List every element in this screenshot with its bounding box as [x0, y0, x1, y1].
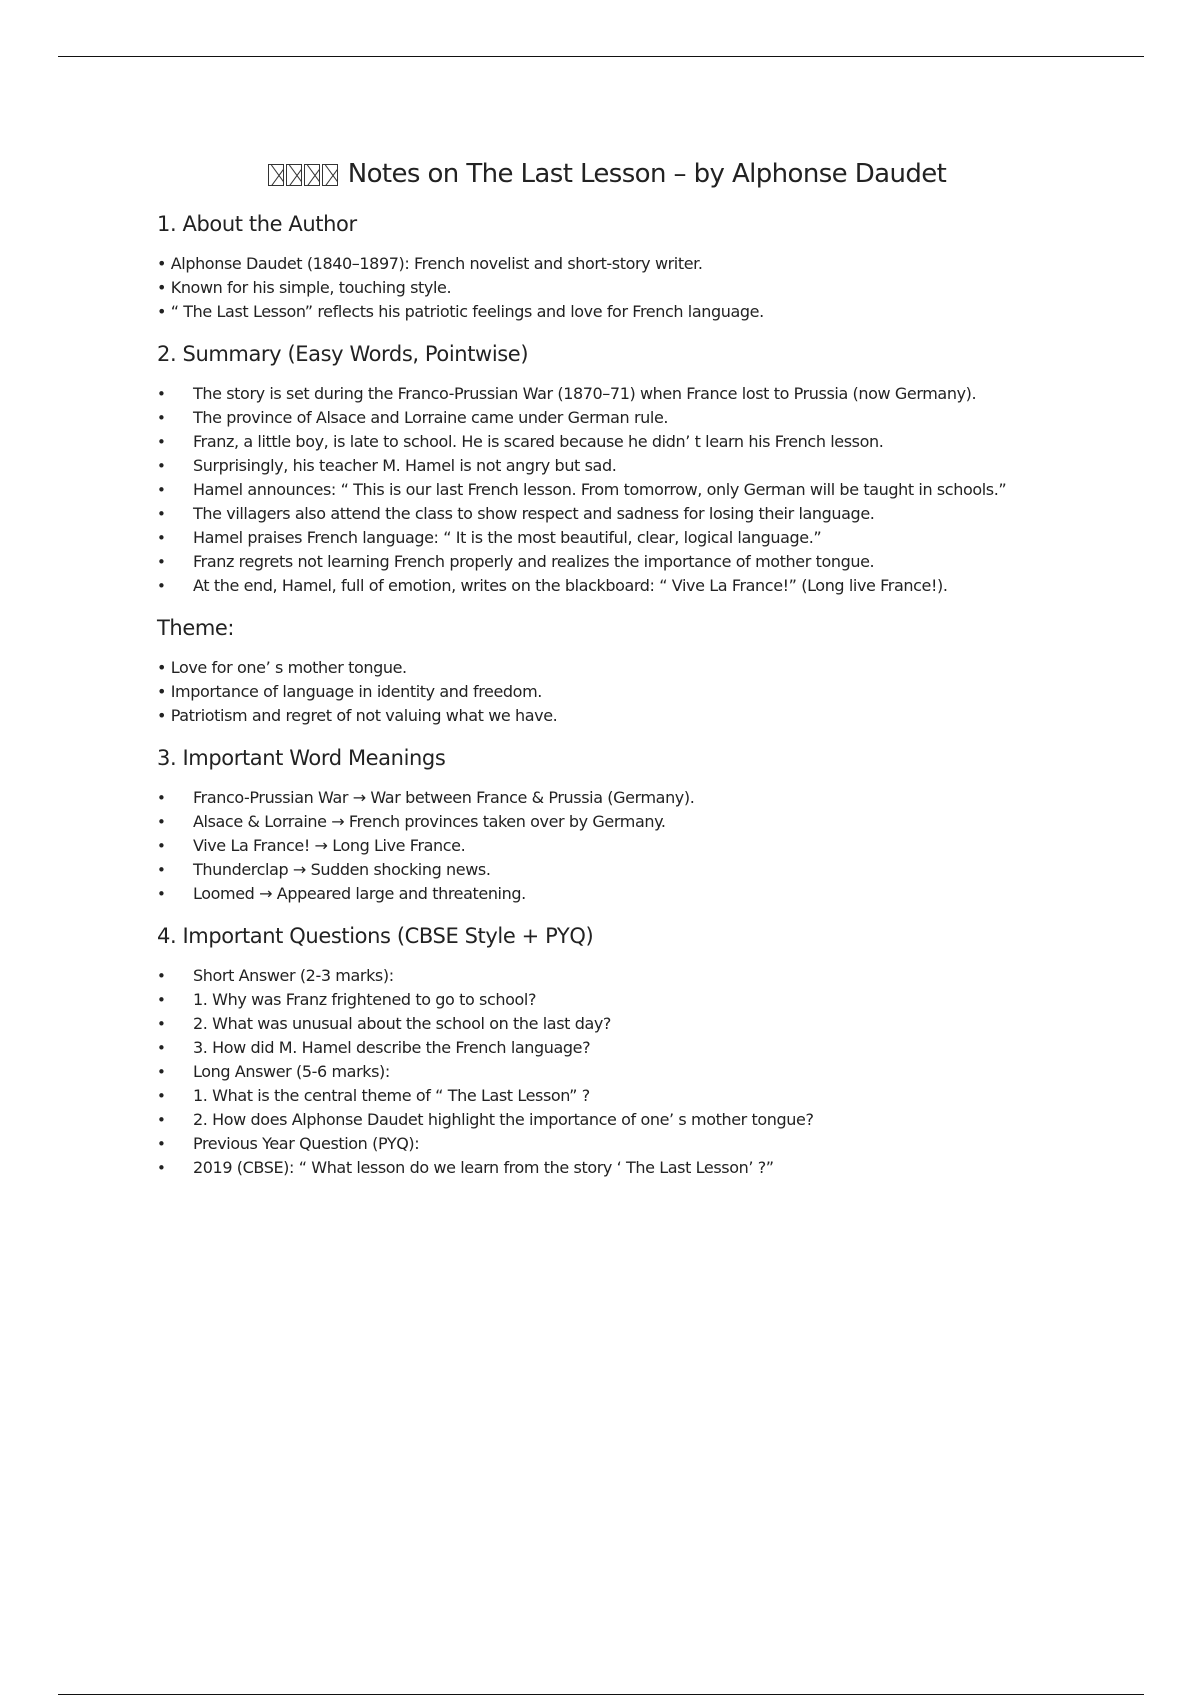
list-item: • 2019 (CBSE): “ What lesson do we learn from the story ‘ The Last Lesson’ ?” [157, 1156, 1057, 1180]
list-item: • Loomed → Appeared large and threatening. [157, 882, 1057, 906]
word-meanings-list [157, 786, 1057, 906]
missing-glyph-icons [268, 158, 340, 192]
missing-glyph-icon [322, 164, 338, 186]
list-item: • Franco-Prussian War → War between France & Prussia (Germany). [157, 786, 1057, 810]
list-item: • Known for his simple, touching style. [157, 277, 452, 297]
section-heading: Theme: [157, 615, 235, 640]
missing-glyph-icon [304, 164, 320, 186]
list-item: • Thunderclap → Sudden shocking news. [157, 858, 1057, 882]
section-heading: 4. Important Questions (CBSE Style + PYQ) [157, 923, 594, 948]
section-theme [157, 614, 1057, 728]
list-item: • Surprisingly, his teacher M. Hamel is not angry but sad. [157, 454, 1057, 478]
section-heading: 2. Summary (Easy Words, Pointwise) [157, 341, 529, 366]
list-item: • Vive La France! → Long Live France. [157, 834, 1057, 858]
page-title-text: Notes on The Last Lesson – by Alphonse Daudet [347, 159, 947, 189]
section-summary [157, 340, 1057, 598]
list-item: • Hamel praises French language: “ It is the most beautiful, clear, logical language.” [157, 526, 1057, 550]
list-item: • Alsace & Lorraine → French provinces taken over by Germany. [157, 810, 1057, 834]
list-item: • Short Answer (2-3 marks): [157, 964, 1057, 988]
list-item: • Long Answer (5-6 marks): [157, 1060, 1057, 1084]
list-item: • Love for one’ s mother tongue. [157, 657, 407, 677]
theme-list [157, 656, 1057, 728]
top-rule [58, 56, 1144, 57]
list-item: • Hamel announces: “ This is our last French lesson. From tomorrow, only German will be taught in schools.” [157, 478, 1057, 502]
summary-list [157, 382, 1057, 598]
section-questions [157, 922, 1057, 1180]
page-title [157, 157, 1057, 192]
list-item: • 1. Why was Franz frightened to go to school? [157, 988, 1057, 1012]
document-body [157, 157, 1057, 1196]
section-heading: 1. About the Author [157, 211, 357, 236]
list-item: • The story is set during the Franco-Prussian War (1870–71) when France lost to Prussia (now Germany). [157, 382, 1057, 406]
section-heading: 3. Important Word Meanings [157, 745, 446, 770]
list-item: • Franz regrets not learning French properly and realizes the importance of mother tongue. [157, 550, 1057, 574]
author-list [157, 252, 1057, 324]
missing-glyph-icon [286, 164, 302, 186]
list-item: • Importance of language in identity and freedom. [157, 681, 542, 701]
bottom-rule [58, 1694, 1144, 1695]
list-item: • Alphonse Daudet (1840–1897): French novelist and short-story writer. [157, 253, 703, 273]
section-word-meanings [157, 744, 1057, 906]
list-item: • At the end, Hamel, full of emotion, writes on the blackboard: “ Vive La France!” (Long live France!). [157, 574, 1057, 598]
list-item: • “ The Last Lesson” reflects his patriotic feelings and love for French language. [157, 301, 764, 321]
list-item: • 1. What is the central theme of “ The Last Lesson” ? [157, 1084, 1057, 1108]
missing-glyph-icon [268, 164, 284, 186]
list-item: • Previous Year Question (PYQ): [157, 1132, 1057, 1156]
list-item: • Franz, a little boy, is late to school. He is scared because he didn’ t learn his French lesson. [157, 430, 1057, 454]
list-item: • Patriotism and regret of not valuing what we have. [157, 705, 558, 725]
list-item: • 2. How does Alphonse Daudet highlight the importance of one’ s mother tongue? [157, 1108, 1057, 1132]
questions-list [157, 964, 1057, 1180]
list-item: • The province of Alsace and Lorraine came under German rule. [157, 406, 1057, 430]
list-item: • 3. How did M. Hamel describe the French language? [157, 1036, 1057, 1060]
list-item: • The villagers also attend the class to show respect and sadness for losing their language. [157, 502, 1057, 526]
section-about-author [157, 210, 1057, 324]
list-item: • 2. What was unusual about the school on the last day? [157, 1012, 1057, 1036]
